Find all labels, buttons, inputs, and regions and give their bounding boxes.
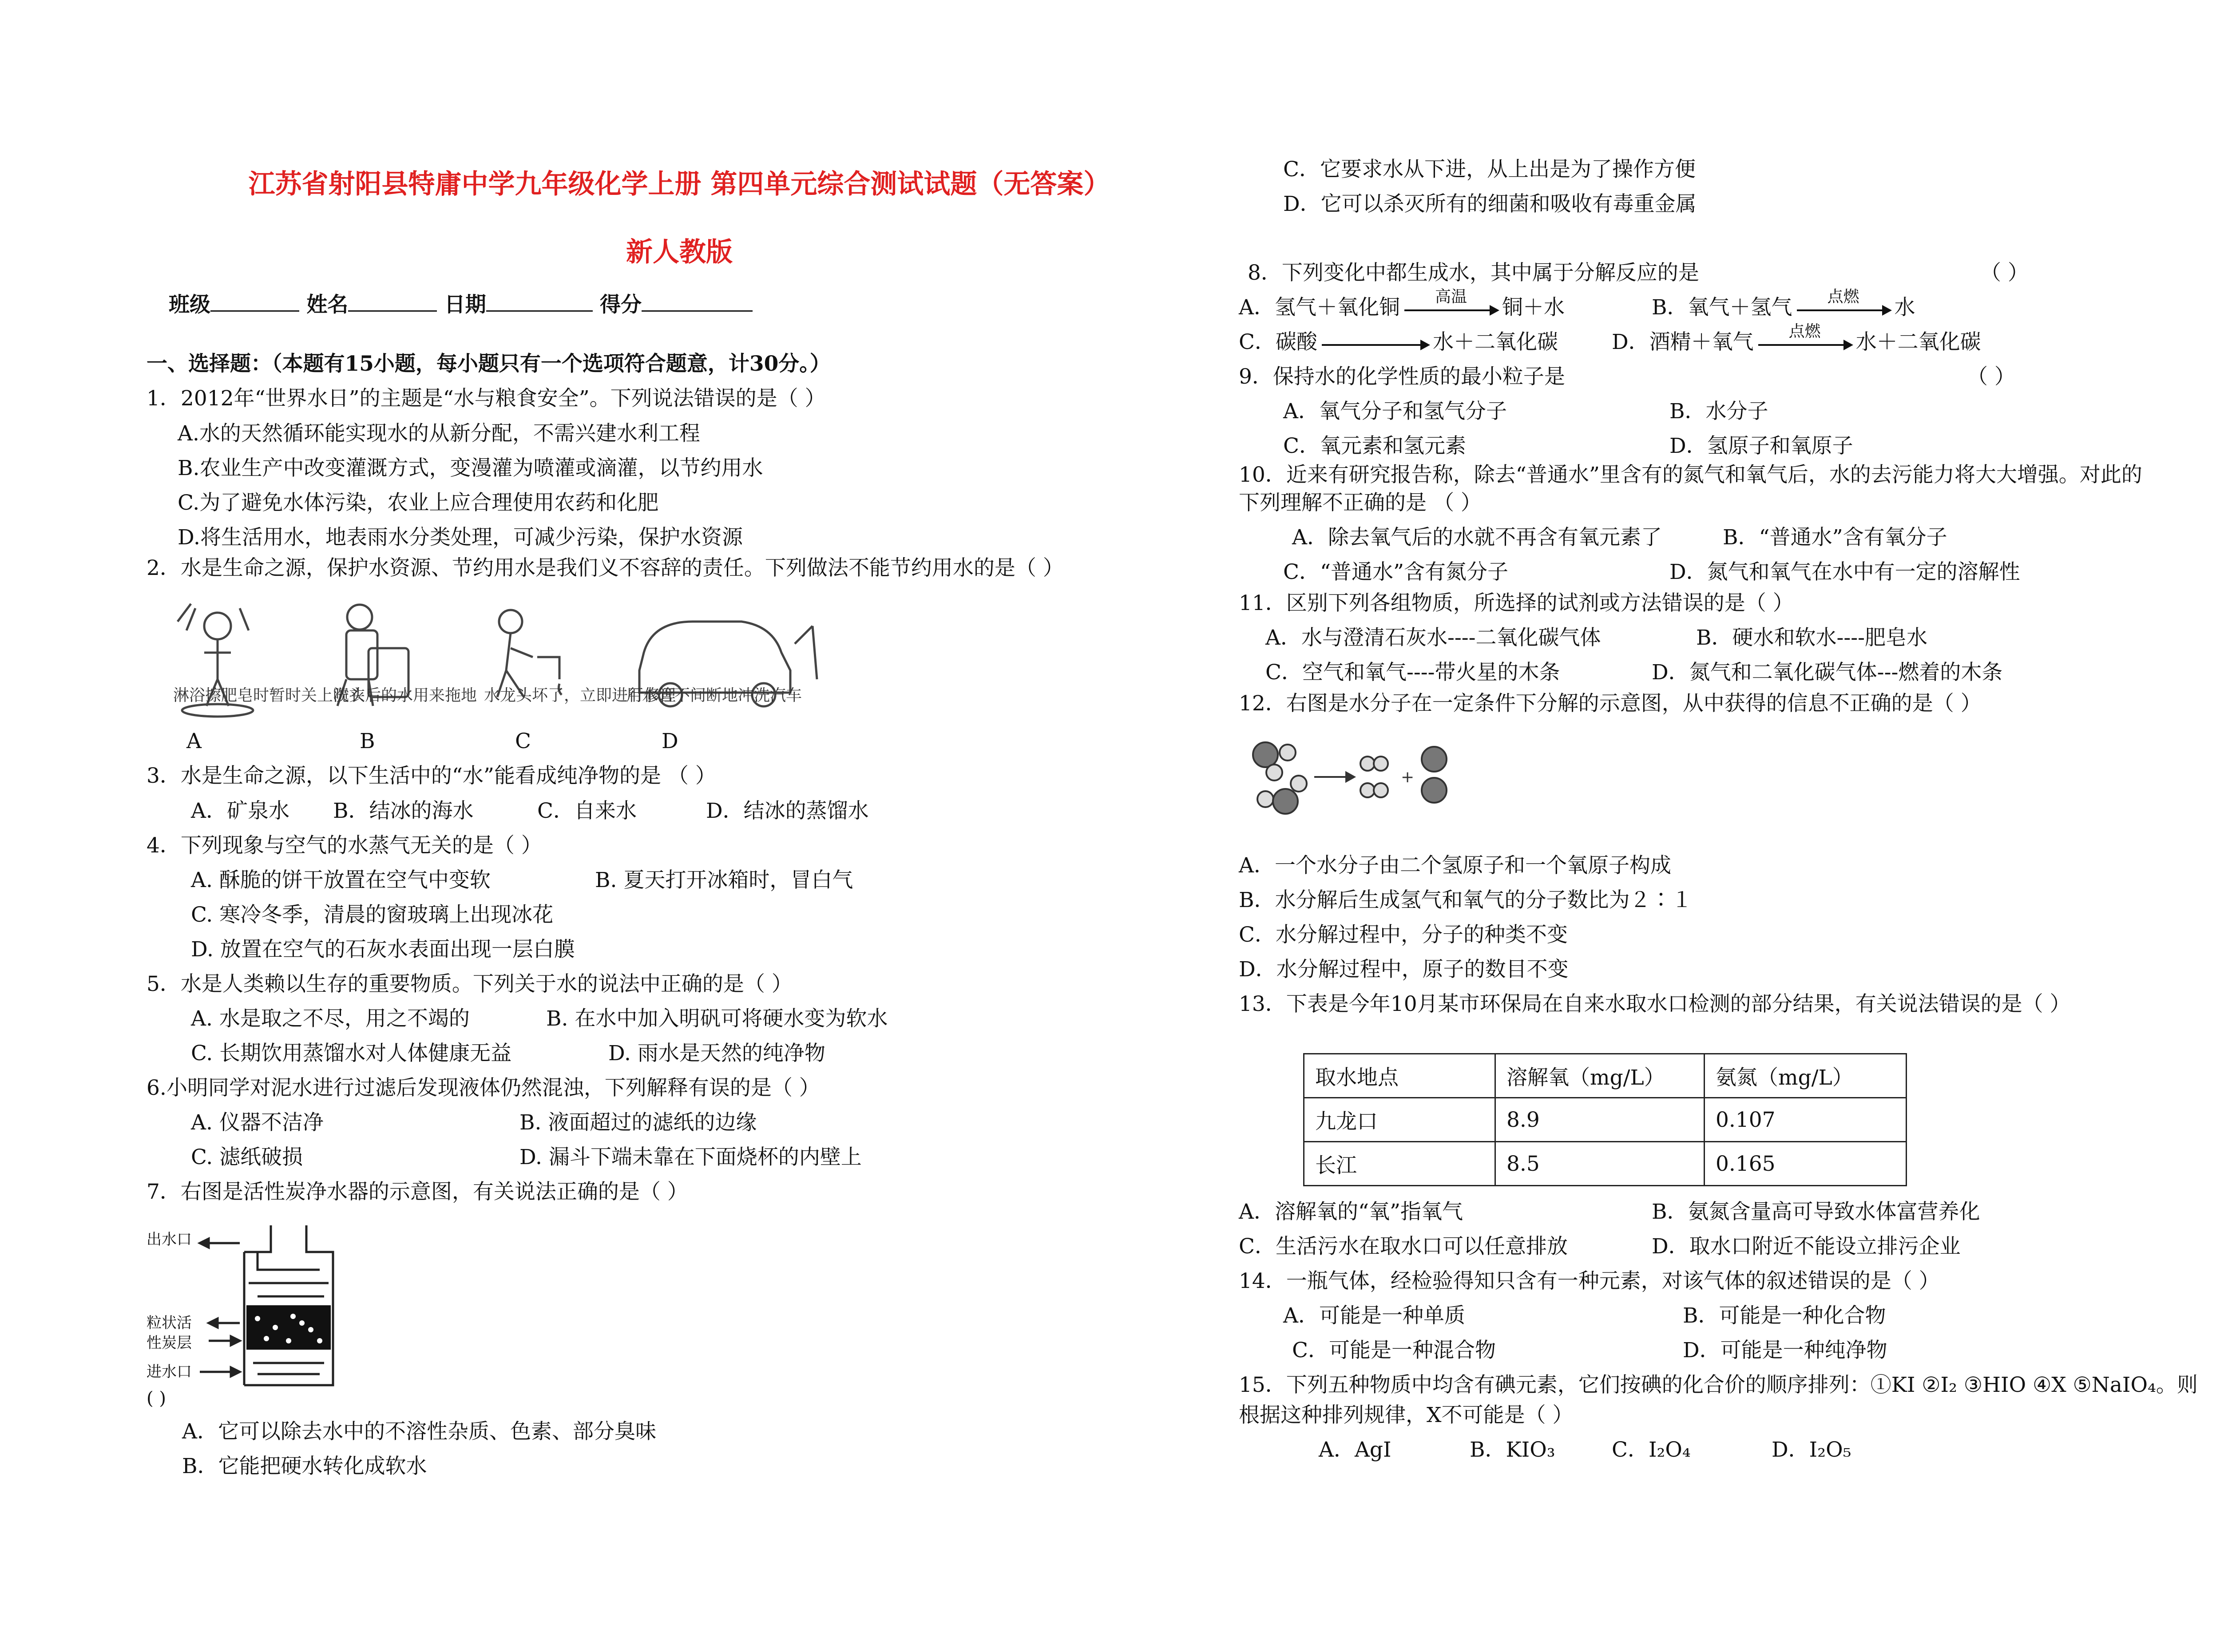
q13-data-table [1303, 1053, 1907, 1186]
q2-caption-c: 水龙头坏了，立即进行修理 [484, 686, 676, 705]
q2-letter-b: B [360, 729, 375, 753]
q12-option-d: D．水分解过程中，原子的数目不变 [1239, 957, 1569, 982]
q12-option-b: B．水分解后生成氢气和氧气的分子数比为２∶１ [1239, 888, 1693, 912]
table-cell: 长江 [1304, 1142, 1495, 1186]
q12-water-molecules [1253, 742, 1307, 814]
q3-option-b: B．结冰的海水 [333, 799, 474, 823]
q6-option-a: A. 仪器不洁净 [191, 1110, 324, 1135]
q8a-reactants: A．氢气＋氧化铜 [1239, 295, 1400, 320]
q10-stem-line1: 10．近来有研究报告称，除去“普通水”里含有的氮气和氧气后，水的去污能力将大大增强。对此的 [1239, 463, 2142, 487]
q8b-condition: 点燃 [1827, 288, 1859, 306]
table-cell: 8.5 [1495, 1142, 1705, 1186]
q11-option-d: D．氮气和二氧化碳气体---燃着的木条 [1652, 660, 2003, 685]
q1-option-a: A.水的天然循环能实现水的从新分配，不需兴建水利工程 [178, 421, 700, 446]
q5-option-b: B. 在水中加入明矾可将硬水变为软水 [546, 1006, 888, 1031]
q1-stem: 1．2012年“世界水日”的主题是“水与粮食安全”。下列说法错误的是（ ） [147, 386, 826, 411]
table-header-row [1304, 1054, 1907, 1098]
q12-hydrogen-molecules [1360, 757, 1388, 797]
q15-option-c: C．I₂O₄ [1612, 1438, 1691, 1462]
table-cell: 九龙口 [1304, 1098, 1495, 1142]
q2-illustrations [160, 590, 826, 750]
q15-option-a: A．AgI [1319, 1438, 1391, 1462]
q6-option-c: C. 滤纸破损 [191, 1145, 303, 1169]
q2-letter-d: D [662, 729, 678, 753]
q7-diagram-paren: ( ) [147, 1388, 166, 1409]
q8a-arrow [1400, 288, 1502, 321]
q8d-arrow [1754, 322, 1856, 356]
table-row [1304, 1142, 1907, 1186]
q2-caption-d: 用水管不间断地冲洗汽车 [626, 686, 802, 705]
q11-option-c: C．空气和氧气----带火星的木条 [1265, 660, 1560, 685]
field-class-label: 班级 [169, 293, 210, 317]
q12-option-a: A．一个水分子由二个氢原子和一个氧原子构成 [1239, 853, 1671, 878]
q8d-reactants: D．酒精＋氧气 [1612, 330, 1754, 354]
q13-option-c: C．生活污水在取水口可以任意排放 [1239, 1234, 1568, 1259]
q1-option-c: C.为了避免水体污染，农业上应合理使用农药和化肥 [178, 491, 659, 515]
page-title: 江苏省射阳县特庸中学九年级化学上册 第四单元综合测试试题（无答案） [248, 169, 1110, 200]
q7-purifier-diagram [160, 1216, 426, 1412]
field-name-label: 姓名 [306, 293, 349, 317]
q14-option-a: A．可能是一种单质 [1283, 1303, 1465, 1328]
q15-stem-line1: 15．下列五种物质中均含有碘元素，它们按碘的化合价的顺序排列：①KI ②I₂ ③HIO ④X ⑤NaIO₄。则 [1239, 1373, 2198, 1397]
q13-option-d: D．取水口附近不能设立排污企业 [1652, 1234, 1961, 1259]
q4-option-d: D. 放置在空气的石灰水表面出现一层白膜 [191, 937, 575, 962]
q10-option-a: A．除去氧气后的水就不再含有氧元素了 [1292, 525, 1662, 550]
page-subtitle: 新人教版 [626, 237, 733, 268]
q9-option-b: B．水分子 [1669, 399, 1768, 424]
field-score-label: 得分 [600, 293, 642, 317]
q14-stem: 14．一瓶气体，经检验得知只含有一种元素，对该气体的叙述错误的是（ ） [1239, 1269, 1940, 1293]
q3-option-d: D．结冰的蒸馏水 [706, 799, 869, 823]
table-header-cell: 氨氮（mg/L） [1705, 1054, 1907, 1098]
q11-option-b: B．硬水和软水----肥皂水 [1696, 626, 1928, 650]
q8-stem: 8．下列变化中都生成水，其中属于分解反应的是 [1248, 261, 1699, 285]
q11-option-a: A．水与澄清石灰水----二氧化碳气体 [1265, 626, 1601, 650]
q7-option-a: A．它可以除去水中的不溶性杂质、色素、部分臭味 [182, 1419, 656, 1444]
svg-text:+: + [1401, 768, 1415, 786]
q8-option-a [1239, 288, 1565, 321]
field-date-blank[interactable] [486, 291, 593, 312]
q10-option-d: D．氮气和氧气在水中有一定的溶解性 [1669, 560, 2020, 584]
q3-option-c: C．自来水 [537, 799, 637, 823]
q9-option-d: D．氢原子和氧原子 [1669, 434, 1853, 458]
q8a-condition: 高温 [1435, 288, 1467, 306]
q11-stem: 11．区别下列各组物质，所选择的试剂或方法错误的是（ ） [1239, 591, 1794, 615]
field-class-blank[interactable] [210, 291, 299, 312]
q8-answer-paren: （ ） [1980, 261, 2029, 285]
q8b-products: 水 [1894, 295, 1915, 320]
q2-letter-a: A [186, 729, 202, 753]
q2-caption-b: 洗衣后的水用来拖地 [333, 686, 477, 705]
q7-label-inlet: 进水口 [147, 1363, 192, 1381]
table-header-cell: 溶解氧（mg/L） [1495, 1054, 1705, 1098]
q6-stem: 6.小明同学对泥水进行过滤后发现液体仍然混浊，下列解释有误的是（ ） [147, 1076, 820, 1100]
q3-option-a: A．矿泉水 [191, 799, 289, 823]
q13-stem: 13．下表是今年10月某市环保局在自来水取水口检测的部分结果，有关说法错误的是（ ） [1239, 992, 2071, 1016]
q10-option-c: C．“普通水”含有氮分子 [1283, 560, 1509, 584]
q4-option-a: A. 酥脆的饼干放置在空气中变软 [191, 868, 491, 892]
q5-stem: 5．水是人类赖以生存的重要物质。下列关于水的说法中正确的是（ ） [147, 972, 793, 996]
q8a-products: 铜＋水 [1502, 295, 1565, 320]
q15-option-d: D．I₂O₅ [1772, 1438, 1851, 1462]
q5-option-d: D. 雨水是天然的纯净物 [608, 1041, 825, 1066]
q8-option-b [1652, 288, 1915, 321]
q2-caption-a: 淋浴擦肥皂时暂时关上喷头 [173, 686, 365, 705]
q2-figure-c [497, 610, 562, 697]
q15-stem-line2: 根据这种排列规律，X不可能是（ ） [1239, 1403, 1574, 1427]
field-name-blank[interactable] [348, 291, 437, 312]
q1-option-d: D.将生活用水，地表雨水分类处理，可减少污染，保护水资源 [178, 525, 743, 550]
table-cell: 8.9 [1495, 1098, 1705, 1142]
q14-option-b: B．可能是一种化合物 [1683, 1303, 1886, 1328]
q2-stem: 2．水是生命之源，保护水资源、节约用水是我们义不容辞的责任。下列做法不能节约用水的是（ ） [147, 556, 1064, 580]
q15-option-b: B．KIO₃ [1470, 1438, 1555, 1462]
table-cell: 0.165 [1705, 1142, 1907, 1186]
q6-option-d: D. 漏斗下端未靠在下面烧杯的内壁上 [519, 1145, 862, 1169]
q12-option-c: C．水分解过程中，分子的种类不变 [1239, 923, 1568, 947]
q9-option-c: C．氧元素和氢元素 [1283, 434, 1466, 458]
q13-option-b: B．氨氮含量高可导致水体富营养化 [1652, 1200, 1980, 1224]
table-header-cell: 取水地点 [1304, 1054, 1495, 1098]
field-score-blank[interactable] [642, 291, 753, 312]
q8c-reactants: C．碳酸 [1239, 330, 1317, 354]
q8-option-c [1239, 329, 1558, 356]
q1-option-b: B.农业生产中改变灌溉方式，变漫灌为喷灌或滴灌，以节约用水 [178, 456, 763, 480]
q7-option-b: B．它能把硬水转化成软水 [182, 1454, 427, 1478]
q10-stem-line2: 下列理解不正确的是 （ ） [1239, 491, 1482, 515]
q10-option-b: B．“普通水”含有氧分子 [1723, 525, 1947, 550]
q8c-arrow [1317, 329, 1433, 356]
q8d-products: 水＋二氧化碳 [1855, 330, 1981, 354]
q7-option-d: D．它可以杀灭所有的细菌和吸收有毒重金属 [1283, 192, 1697, 216]
q8-option-d [1612, 322, 1981, 356]
q4-option-c: C. 寒冷冬季，清晨的窗玻璃上出现冰花 [191, 903, 554, 927]
q2-letter-c: C [515, 729, 531, 753]
q9-stem: 9．保持水的化学性质的最小粒子是 [1239, 364, 1565, 389]
q7-option-c: C．它要求水从下进，从上出是为了操作方便 [1283, 157, 1696, 182]
q14-option-c: C．可能是一种混合物 [1292, 1338, 1496, 1363]
q7-label-outlet: 出水口 [147, 1231, 192, 1248]
q4-stem: 4．下列现象与空气的水蒸气无关的是（ ） [147, 833, 542, 858]
field-date-label: 日期 [444, 293, 486, 317]
q8d-condition: 点燃 [1788, 322, 1821, 341]
q5-option-a: A. 水是取之不尽，用之不竭的 [191, 1006, 470, 1031]
q12-oxygen-molecule [1422, 747, 1447, 803]
q6-option-b: B. 液面超过的滤纸的边缘 [519, 1110, 757, 1135]
table-cell: 0.107 [1705, 1098, 1907, 1142]
q12-stem: 12．右图是水分子在一定条件下分解的示意图，从中获得的信息不正确的是（ ） [1239, 691, 1982, 716]
q14-option-d: D．可能是一种纯净物 [1683, 1338, 1887, 1363]
q12-molecule-diagram [1248, 733, 1479, 821]
header-fields [169, 291, 753, 318]
q9-answer-paren: （ ） [1967, 364, 2015, 389]
q3-stem: 3．水是生命之源，以下生活中的“水”能看成纯净物的是 （ ） [147, 764, 716, 788]
q8b-arrow [1792, 288, 1895, 321]
q9-option-a: A．氧气分子和氢气分子 [1283, 399, 1507, 424]
q7-stem: 7．右图是活性炭净水器的示意图，有关说法正确的是（ ） [147, 1180, 688, 1204]
q4-option-b: B. 夏天打开冰箱时，冒白气 [595, 868, 853, 892]
q7-label-carbon2: 性炭层 [147, 1334, 192, 1352]
section-heading: 一、选择题：（本题有15小题，每小题只有一个选项符合题意，计30分。） [147, 352, 831, 376]
q7-label-carbon1: 粒状活 [147, 1314, 192, 1332]
q8b-reactants: B．氧气＋氢气 [1652, 295, 1792, 320]
table-row [1304, 1098, 1907, 1142]
q13-option-a: A．溶解氧的“氧”指氧气 [1239, 1200, 1463, 1224]
q5-option-c: C. 长期饮用蒸馏水对人体健康无益 [191, 1041, 512, 1066]
q8c-products: 水＋二氧化碳 [1432, 330, 1558, 354]
